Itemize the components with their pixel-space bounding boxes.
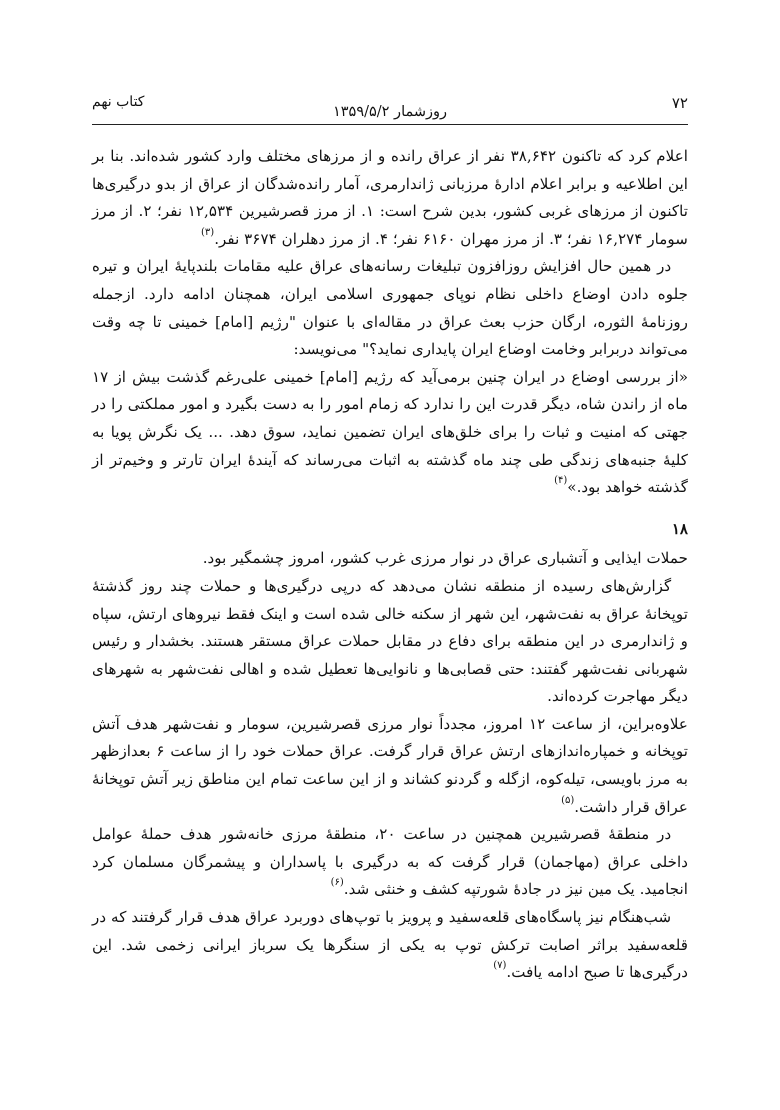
paragraph	[92, 821, 688, 904]
footnote-ref: (۵)	[561, 794, 575, 806]
page-body	[92, 143, 688, 987]
paragraph-text: در همین حال افزایش روزافزون تبلیغات رسانه‌های عراق علیه مقامات بلندپایهٔ ایران و تیره جلوه دادن اوضاع داخلی نظام نوپای جمهوری اسلامی ایران، همچنان ادامه دارد. ازجمله روزنامهٔ الثوره، ارگان حزب بعث عراق در مقاله‌ای با عنوان "رژیم [امام] خمینی تا چه وقت می‌تواند دربرابر وخامت اوضاع ایران پایداری نماید؟" می‌نویسد:	[92, 257, 688, 359]
paragraph	[92, 253, 688, 363]
paragraph	[92, 143, 688, 253]
paragraph	[92, 711, 688, 821]
running-head	[92, 94, 688, 124]
quote-paragraph	[92, 364, 688, 502]
paragraph	[92, 573, 688, 711]
paragraph-text: علاوه‌براین، از ساعت ۱۲ امروز، مجدداً نوار مرزی قصرشیرین، سومار و نفت‌شهر هدف آتش توپخانه و خمپاره‌اندازهای ارتش عراق قرار گرفت. عراق حملات خود را از ساعت ۶ بعدازظهر به مرز باویسی، تیله‌کوه، ازگله و گردنو کشاند و از این ساعت تمام این مناطق زیر آتش توپخانهٔ عراق قرار داشت.	[92, 714, 688, 816]
book-title: کتاب نهم	[92, 94, 145, 110]
paragraph	[92, 904, 688, 987]
footnote-ref: (۶)	[330, 877, 344, 889]
running-title: روزشمار ۱۳۵۹/۵/۲	[332, 104, 448, 120]
page-number: ۷۲	[671, 94, 688, 112]
paragraph-text: گزارش‌های رسیده از منطقه نشان می‌دهد که درپی درگیری‌ها و حملات چند روز گذشتهٔ توپخانهٔ عراق به نفت‌شهر، این شهر از سکنه خالی شده است و اینک فقط نیروهای ارتش، سپاه و ژاندارمری در این منطقه برای دفاع در مقابل حملات عراق مستقر هستند. بخشدار و رئیس شهربانی نفت‌شهر گفتند: حتی قصابی‌ها و نانوایی‌ها تعطیل شده و اهالی نفت‌شهر به شهرهای دیگر مهاجرت کرده‌اند.	[92, 576, 688, 706]
paragraph-text: شب‌هنگام نیز پاسگاه‌های قلعه‌سفید و پرویز با توپ‌های دوربرد عراق هدف قرار گرفتند که در قلعه‌سفید براثر اصابت ترکش توپ به یکی از سنگرها یک سرباز ایرانی زخمی شد. این درگیری‌ها تا صبح ادامه یافت.	[92, 908, 688, 982]
paragraph-text: حملات ایذایی و آتشباری عراق در نوار مرزی غرب کشور، امروز چشمگیر بود.	[202, 549, 688, 568]
footnote-ref: (۳)	[201, 226, 215, 238]
paragraph-text: «از بررسی اوضاع در ایران چنین برمی‌آید که رژیم [امام] خمینی علی‌رغم گذشت بیش از ۱۷ ماه از راندن شاه، دیگر قدرت این را ندارد که زمام امور را به دست بگیرد و امور مملکتی را در جهتی که امنیت و ثبات را برای خلق‌های ایران تضمین نماید، سوق دهد. ... یک نگرش پویا به کلیهٔ جنبه‌های زندگی طی چند ماه گذشته به اثبات می‌رساند که آیندهٔ ایران تارتر و وخیم‌تر از گذشته خواهد بود.»	[92, 367, 688, 497]
footnote-ref: (۴)	[554, 475, 568, 487]
paragraph-text: در منطقهٔ قصرشیرین همچنین در ساعت ۲۰، منطقهٔ مرزی خانه‌شور هدف حملهٔ عوامل داخلی عراق (مهاجمان) قرار گرفت که به درگیری با پاسداران و پیشمرگان مسلمان کرد انجامید. یک مین نیز در جادهٔ شورتپه کشف و خنثی شد.	[92, 825, 688, 899]
header-rule	[92, 124, 688, 125]
footnote-ref: (۷)	[493, 960, 507, 972]
section-number: ۱۸	[671, 519, 688, 538]
paragraph	[92, 545, 688, 573]
paragraph-text: اعلام کرد که تاکنون ۳۸,۶۴۲ نفر از عراق رانده و از مرزهای مختلف وارد کشور شده‌اند. بنا بر این اطلاعیه و برابر اعلام ادارهٔ مرزبانی ژاندارمری، آمار رانده‌شدگان از عراق از بدو درگیری‌ها تاکنون از مرزهای غربی کشور، بدین شرح است: ۱. از مرز قصرشیرین ۱۲,۵۳۴ نفر؛ ۲. از مرز سومار ۱۶,۲۷۴ نفر؛ ۳. از مرز مهران ۶۱۶۰ نفر؛ ۴. از مرز دهلران ۳۶۷۴ نفر.	[92, 147, 688, 248]
